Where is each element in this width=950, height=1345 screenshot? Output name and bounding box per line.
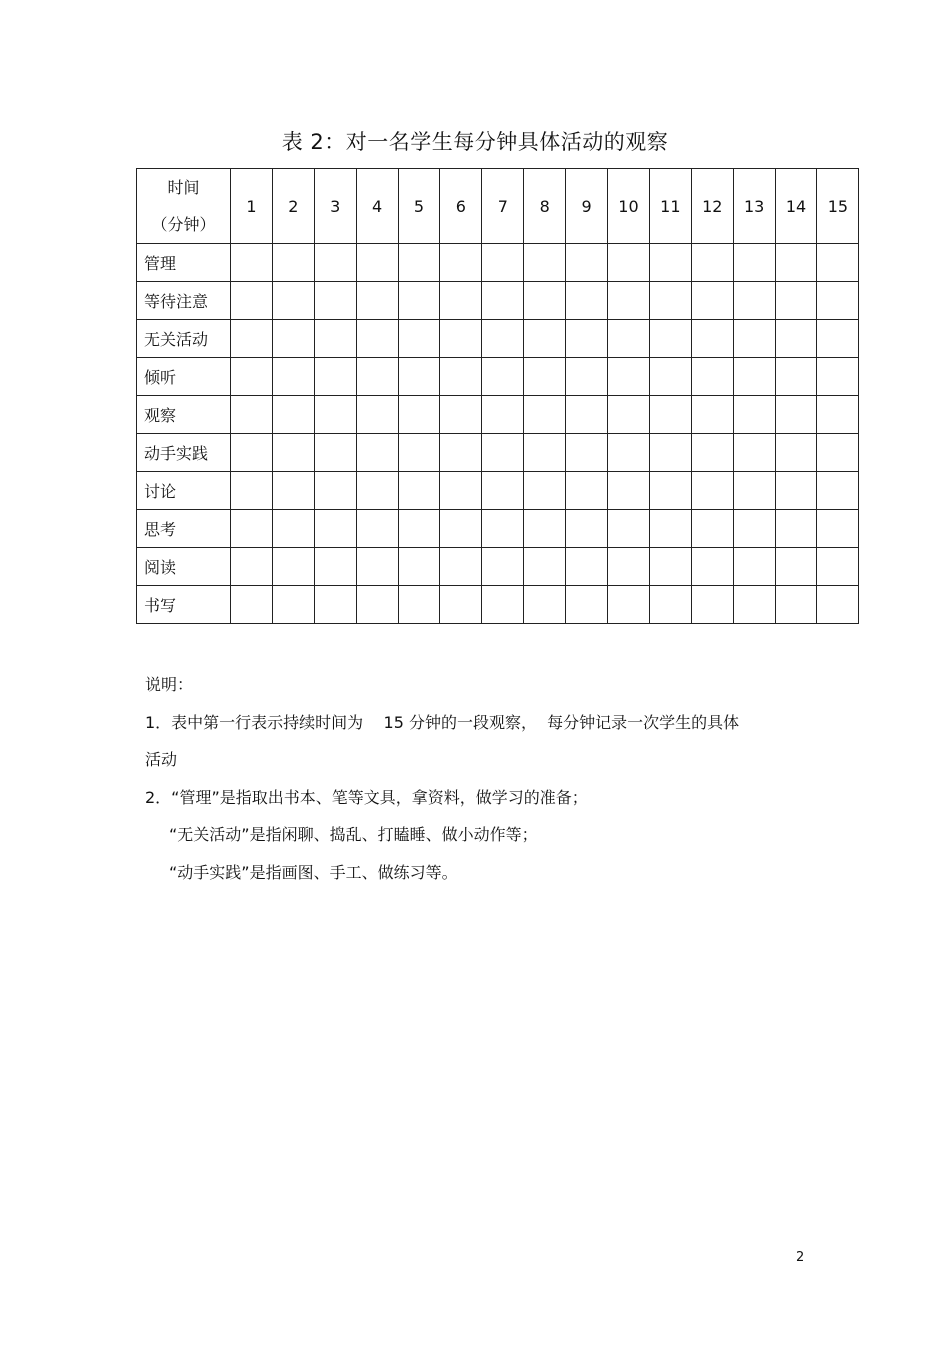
observation-cell (398, 434, 440, 472)
observation-cell (524, 282, 566, 320)
observation-cell (608, 358, 650, 396)
observation-cell (356, 358, 398, 396)
observation-cell (231, 320, 273, 358)
observation-cell (817, 320, 859, 358)
observation-cell (482, 282, 524, 320)
minute-header-cell: 10 (608, 169, 650, 244)
observation-cell (817, 358, 859, 396)
observation-cell (649, 434, 691, 472)
observation-cell (775, 472, 817, 510)
observation-cell (524, 396, 566, 434)
observation-cell (440, 434, 482, 472)
observation-cell (733, 396, 775, 434)
table-row (137, 434, 859, 472)
observation-cell (733, 586, 775, 624)
observation-cell (566, 396, 608, 434)
observation-cell (817, 472, 859, 510)
observation-cell (356, 472, 398, 510)
observation-cell (691, 320, 733, 358)
observation-cell (398, 548, 440, 586)
observation-cell (356, 396, 398, 434)
observation-cell (691, 510, 733, 548)
observation-cell (817, 510, 859, 548)
observation-cell (356, 282, 398, 320)
observation-cell (482, 396, 524, 434)
note-item-2-line-3: “动手实践”是指画图、手工、做练习等。 (169, 862, 458, 882)
observation-cell (231, 244, 273, 282)
observation-cell (482, 434, 524, 472)
minute-header-cell: 5 (398, 169, 440, 244)
observation-cell (817, 282, 859, 320)
observation-cell (231, 282, 273, 320)
observation-cell (231, 434, 273, 472)
observation-cell (775, 548, 817, 586)
activity-label: 书写 (137, 586, 231, 624)
observation-cell (314, 320, 356, 358)
observation-cell (775, 358, 817, 396)
observation-cell (482, 586, 524, 624)
observation-cell (356, 586, 398, 624)
observation-cell (440, 244, 482, 282)
minute-header-cell: 1 (231, 169, 273, 244)
time-header-unit: （分钟） (151, 215, 216, 234)
observation-cell (566, 586, 608, 624)
observation-cell (775, 396, 817, 434)
observation-cell (733, 282, 775, 320)
minute-header-cell: 15 (817, 169, 859, 244)
observation-cell (440, 586, 482, 624)
observation-cell (524, 244, 566, 282)
activity-label: 观察 (137, 396, 231, 434)
table-row (137, 396, 859, 434)
minute-header-cell: 11 (649, 169, 691, 244)
note-item-1-line-1: 1．表中第一行表示持续时间为 15 分钟的一段观察， 每分钟记录一次学生的具体 (145, 712, 740, 732)
minute-header-cell: 13 (733, 169, 775, 244)
observation-cell (733, 548, 775, 586)
observation-cell (272, 358, 314, 396)
observation-cell (691, 358, 733, 396)
observation-cell (272, 320, 314, 358)
page-number: 2 (796, 1250, 805, 1265)
table-row (137, 510, 859, 548)
observation-cell (482, 510, 524, 548)
observation-cell (649, 586, 691, 624)
observation-cell (524, 510, 566, 548)
observation-cell (440, 320, 482, 358)
table-header-row (137, 169, 859, 244)
observation-cell (566, 434, 608, 472)
observation-cell (649, 244, 691, 282)
observation-cell (733, 434, 775, 472)
observation-cell (356, 320, 398, 358)
observation-cell (649, 396, 691, 434)
observation-cell (314, 282, 356, 320)
note-item-2-line-2: “无关活动”是指闲聊、捣乱、打瞌睡、做小动作等； (169, 825, 538, 844)
activity-label: 讨论 (137, 472, 231, 510)
observation-cell (649, 282, 691, 320)
observation-cell (314, 510, 356, 548)
observation-cell (649, 358, 691, 396)
observation-cell (608, 586, 650, 624)
minute-header-cell: 14 (775, 169, 817, 244)
observation-cell (272, 472, 314, 510)
observation-cell (398, 244, 440, 282)
observation-cell (272, 244, 314, 282)
observation-cell (482, 472, 524, 510)
table-row (137, 282, 859, 320)
observation-cell (608, 434, 650, 472)
observation-cell (691, 244, 733, 282)
minute-header-cell: 4 (356, 169, 398, 244)
observation-cell (691, 282, 733, 320)
observation-cell (356, 244, 398, 282)
observation-cell (231, 548, 273, 586)
minute-header-cell: 12 (691, 169, 733, 244)
minute-header-cell: 7 (482, 169, 524, 244)
observation-cell (817, 396, 859, 434)
observation-cell (272, 396, 314, 434)
minute-header-cell: 3 (314, 169, 356, 244)
observation-cell (691, 586, 733, 624)
observation-cell (566, 548, 608, 586)
observation-cell (608, 548, 650, 586)
observation-cell (398, 320, 440, 358)
observation-cell (524, 320, 566, 358)
observation-cell (608, 244, 650, 282)
minute-header-cell: 6 (440, 169, 482, 244)
observation-cell (649, 548, 691, 586)
observation-cell (398, 282, 440, 320)
observation-cell (398, 358, 440, 396)
minute-header-cell: 8 (524, 169, 566, 244)
observation-cell (524, 434, 566, 472)
observation-cell (314, 472, 356, 510)
activity-label: 倾听 (137, 358, 231, 396)
observation-cell (314, 396, 356, 434)
minute-header-cell: 9 (566, 169, 608, 244)
observation-cell (440, 510, 482, 548)
observation-cell (440, 282, 482, 320)
observation-cell (231, 396, 273, 434)
time-header-cell (137, 169, 231, 244)
note-item-2-line-1: 2．“管理”是指取出书本、笔等文具，拿资料，做学习的准备； (145, 787, 588, 807)
observation-cell (314, 244, 356, 282)
observation-cell (566, 358, 608, 396)
observation-cell (566, 472, 608, 510)
observation-cell (231, 510, 273, 548)
notes-section (145, 666, 845, 891)
observation-cell (566, 244, 608, 282)
observation-cell (398, 396, 440, 434)
observation-cell (775, 282, 817, 320)
observation-cell (691, 548, 733, 586)
observation-cell (733, 472, 775, 510)
activity-label: 管理 (137, 244, 231, 282)
observation-cell (817, 434, 859, 472)
activity-label: 阅读 (137, 548, 231, 586)
observation-cell (398, 510, 440, 548)
observation-cell (356, 510, 398, 548)
observation-cell (775, 244, 817, 282)
observation-cell (440, 358, 482, 396)
observation-cell (398, 586, 440, 624)
observation-cell (482, 320, 524, 358)
table-row (137, 586, 859, 624)
observation-cell (231, 358, 273, 396)
observation-cell (608, 320, 650, 358)
observation-cell (649, 472, 691, 510)
notes-heading: 说明： (145, 675, 194, 694)
observation-cell (608, 396, 650, 434)
observation-cell (440, 548, 482, 586)
observation-cell (524, 586, 566, 624)
observation-table (136, 168, 859, 624)
page-title: 表 2：对一名学生每分钟具体活动的观察 (281, 130, 669, 154)
table-row (137, 548, 859, 586)
minute-header-cell: 2 (272, 169, 314, 244)
observation-cell (775, 434, 817, 472)
observation-cell (314, 548, 356, 586)
observation-cell (272, 282, 314, 320)
observation-cell (733, 244, 775, 282)
observation-cell (817, 548, 859, 586)
observation-cell (272, 586, 314, 624)
observation-cell (817, 586, 859, 624)
observation-cell (231, 586, 273, 624)
observation-cell (524, 358, 566, 396)
observation-cell (482, 548, 524, 586)
observation-cell (775, 510, 817, 548)
observation-cell (649, 510, 691, 548)
time-header-label: 时间 (167, 178, 200, 197)
activity-label: 动手实践 (137, 434, 231, 472)
observation-cell (817, 244, 859, 282)
observation-cell (482, 358, 524, 396)
observation-cell (608, 510, 650, 548)
observation-cell (440, 396, 482, 434)
observation-cell (231, 472, 273, 510)
observation-cell (733, 358, 775, 396)
observation-cell (775, 586, 817, 624)
observation-cell (775, 320, 817, 358)
table-row (137, 244, 859, 282)
observation-cell (649, 320, 691, 358)
observation-cell (733, 320, 775, 358)
observation-cell (566, 320, 608, 358)
activity-label: 无关活动 (137, 320, 231, 358)
observation-cell (566, 282, 608, 320)
observation-cell (356, 434, 398, 472)
table-row (137, 320, 859, 358)
observation-cell (272, 548, 314, 586)
observation-cell (314, 586, 356, 624)
observation-cell (608, 282, 650, 320)
activity-label: 思考 (137, 510, 231, 548)
observation-cell (733, 510, 775, 548)
observation-cell (691, 472, 733, 510)
activity-label: 等待注意 (137, 282, 231, 320)
observation-cell (691, 434, 733, 472)
observation-cell (566, 510, 608, 548)
observation-cell (691, 396, 733, 434)
observation-cell (356, 548, 398, 586)
observation-cell (314, 434, 356, 472)
note-item-1-line-2: 活动 (145, 750, 178, 769)
observation-cell (524, 548, 566, 586)
observation-cell (314, 358, 356, 396)
observation-cell (398, 472, 440, 510)
observation-cell (272, 510, 314, 548)
table-row (137, 472, 859, 510)
observation-cell (440, 472, 482, 510)
observation-cell (482, 244, 524, 282)
observation-cell (608, 472, 650, 510)
table-row (137, 358, 859, 396)
observation-cell (524, 472, 566, 510)
observation-cell (272, 434, 314, 472)
